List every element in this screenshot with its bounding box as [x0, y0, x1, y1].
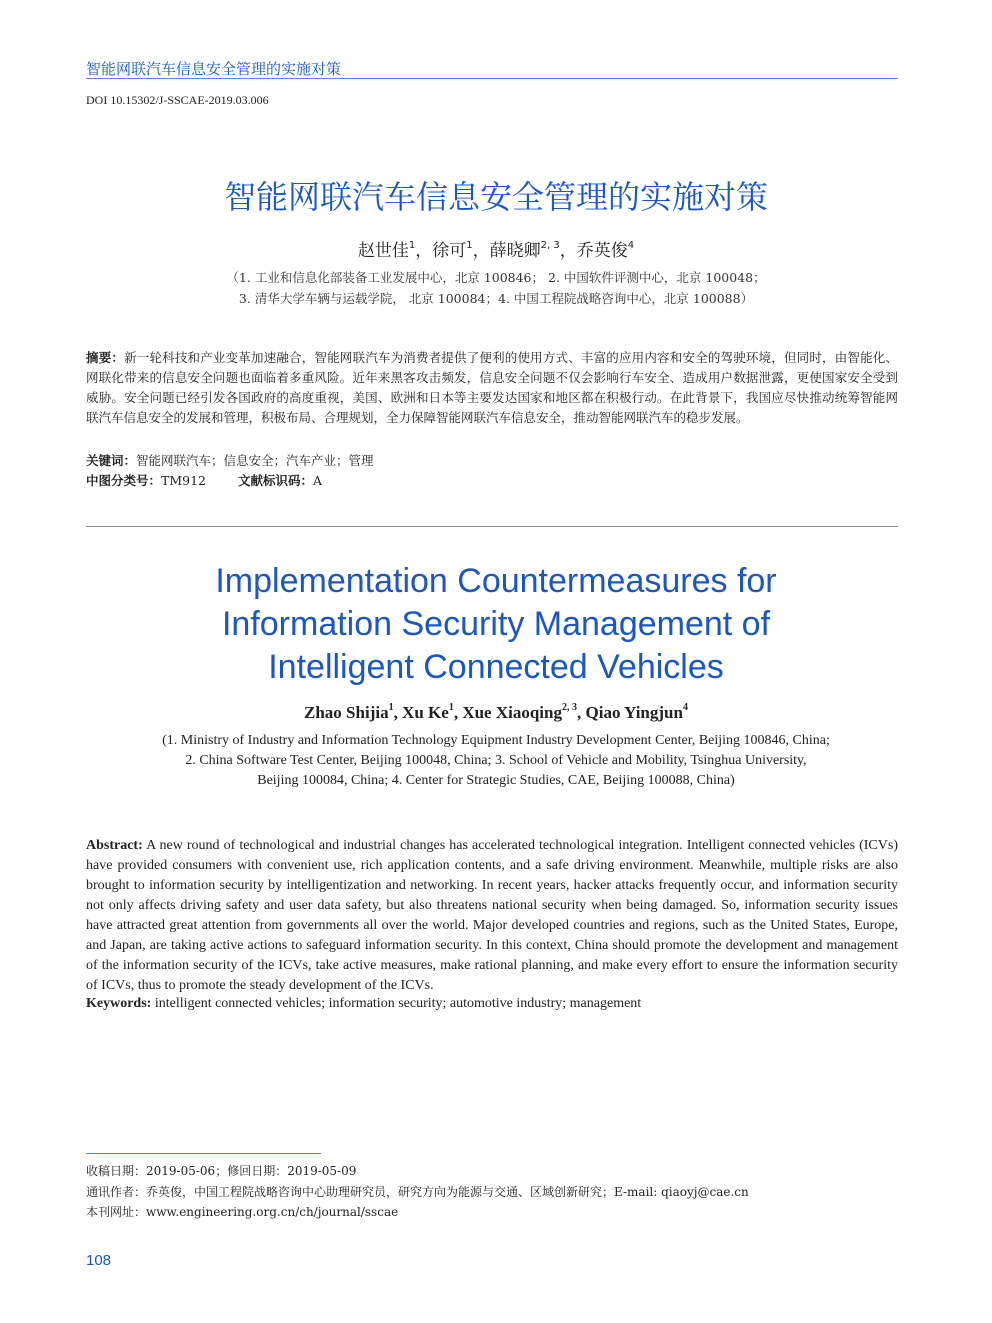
english-title-line: Intelligent Connected Vehicles	[268, 648, 724, 686]
clc-label: 中图分类号：	[86, 473, 162, 488]
abstract-text: A new round of technological and industrial changes has accelerated technological integration. Intelligent connected vehicles (ICVs) have provided consumers with convenient use, rich application contents, and a safe driving environment. Meanwhile, multiple risks are also brought to information security by intelligentization and networking. In recent years, hacker attacks frequently occur, and information security not only affects driving safety and user data safety, but also threatens national security when being damaged. So, information security issues have attracted great attention from governments all over the world. Major developed countries and regions, such as the United States, Europe, and Japan, are taking active actions to safeguard information security. In this context, China should promote the development and management of the information security of the ICVs, take active measures, make rational planning, and make every effort to ensure the information security of ICVs, thus to promote the steady development of the ICVs.	[86, 838, 898, 993]
author-name: 赵世佳	[357, 241, 409, 261]
keywords-label: 关键词：	[86, 453, 137, 468]
english-abstract	[86, 836, 898, 996]
author-name: 乔英俊	[576, 241, 628, 261]
english-affiliation-line: 2. China Software Test Center, Beijing 100048, China; 3. School of Vehicle and Mobility, Tsinghua University,	[185, 753, 807, 768]
author-affil-sup: 1	[466, 240, 473, 251]
keywords-text: 智能网联汽车；信息安全；汽车产业；管理	[136, 453, 374, 468]
author-affil-sup: 4	[627, 240, 635, 251]
author-separator: ，	[472, 241, 490, 261]
english-keywords	[86, 996, 641, 1012]
english-affiliation-line: (1. Ministry of Industry and Information Technology Equipment Industry Development Center, Beijing 100846, China;	[162, 733, 830, 748]
english-title	[0, 560, 992, 689]
chinese-affiliation-line: 3. 清华大学车辆与运载学院， 北京 100084；4. 中国工程院战略咨询中心，北京 100088）	[238, 291, 754, 306]
doc-code-value: A	[313, 473, 323, 488]
abstract-label: Abstract:	[86, 838, 143, 853]
author-name: Qiao Yingjun	[585, 703, 683, 722]
clc-value: TM912	[161, 473, 207, 488]
footnote-journal-url[interactable]: 本刊网址：www.engineering.org.cn/ch/journal/sscae	[86, 1205, 399, 1219]
english-authors: Zhao Shijia$^1$, Xu Ke$^1$, Xue Xiaoqing$^{2, 3}$, Qiao Yingjun$^4$	[304, 702, 688, 722]
page-number: 108	[86, 1252, 112, 1269]
chinese-keywords	[86, 451, 374, 469]
keywords-text: intelligent connected vehicles; information security; automotive industry; management	[154, 996, 642, 1011]
doc-code-label: 文献标识码：	[238, 473, 314, 488]
abstract-label: 摘要：	[86, 350, 125, 365]
english-title-line: Implementation Countermeasures for	[215, 562, 777, 600]
abstract-text: 新一轮科技和产业变革加速融合，智能网联汽车为消费者提供了便利的使用方式、丰富的应用内容和安全的驾驶环境，但同时，由智能化、网联化带来的信息安全问题也面临着多重风险。近年来黑客攻击频发，信息安全问题不仅会影响行车安全、造成用户数据泄露，更使国家安全受到威胁。安全问题已经引发各国政府的高度重视，美国、欧洲和日本等主要发达国家和地区都在积极行动。在此背景下，我国应尽快推动统筹智能网联汽车信息安全的发展和管理，积极布局、合理规划，全力保障智能网联汽车信息安全，推动智能网联汽车的稳步发展。	[86, 350, 898, 425]
author-name: 薛晓卿	[489, 241, 541, 261]
footnote-corresponding-author: 通讯作者：乔英俊，中国工程院战略咨询中心助理研究员，研究方向为能源与交通、区域创新研究；E-mail: qiaoyj@cae.cn	[86, 1185, 749, 1199]
author-affil-sup: 2, 3	[540, 240, 560, 251]
section-divider	[86, 526, 898, 527]
author-name: Xue Xiaoqing	[462, 703, 562, 722]
author-name: Zhao Shijia	[304, 703, 389, 722]
author-separator: ，	[415, 241, 433, 261]
chinese-authors	[0, 236, 992, 261]
chinese-abstract	[86, 348, 898, 428]
chinese-affiliation-line: （1. 工业和信息化部装备工业发展中心，北京 100846； 2. 中国软件评测中心，北京 100048；	[226, 270, 766, 285]
english-title-line: Information Security Management of	[221, 605, 771, 643]
chinese-title: 智能网联汽车信息安全管理的实施对策	[223, 178, 768, 216]
keywords-label: Keywords:	[86, 996, 152, 1011]
doi[interactable]: DOI 10.15302/J-SSCAE-2019.03.006	[86, 93, 269, 107]
author-affil-sup: 4	[682, 702, 688, 713]
author-name: Xu Ke	[402, 703, 449, 722]
author-affil-sup: 2, 3	[562, 702, 577, 713]
author-affil-sup: 1	[408, 240, 416, 251]
footnote-dates: 收稿日期：2019-05-06；修回日期：2019-05-09	[86, 1164, 357, 1178]
author-name: 徐可	[432, 241, 467, 261]
author-separator: ，	[559, 241, 577, 261]
header-rule	[86, 78, 898, 79]
footnote-rule	[86, 1153, 321, 1154]
classification-line	[86, 471, 322, 489]
author-affil-sup: 1	[388, 702, 394, 713]
running-header-title: 智能网联汽车信息安全管理的实施对策	[86, 60, 342, 78]
author-affil-sup: 1	[448, 702, 454, 713]
english-affiliation-line: Beijing 100084, China; 4. Center for Strategic Studies, CAE, Beijing 100088, China)	[257, 773, 735, 788]
